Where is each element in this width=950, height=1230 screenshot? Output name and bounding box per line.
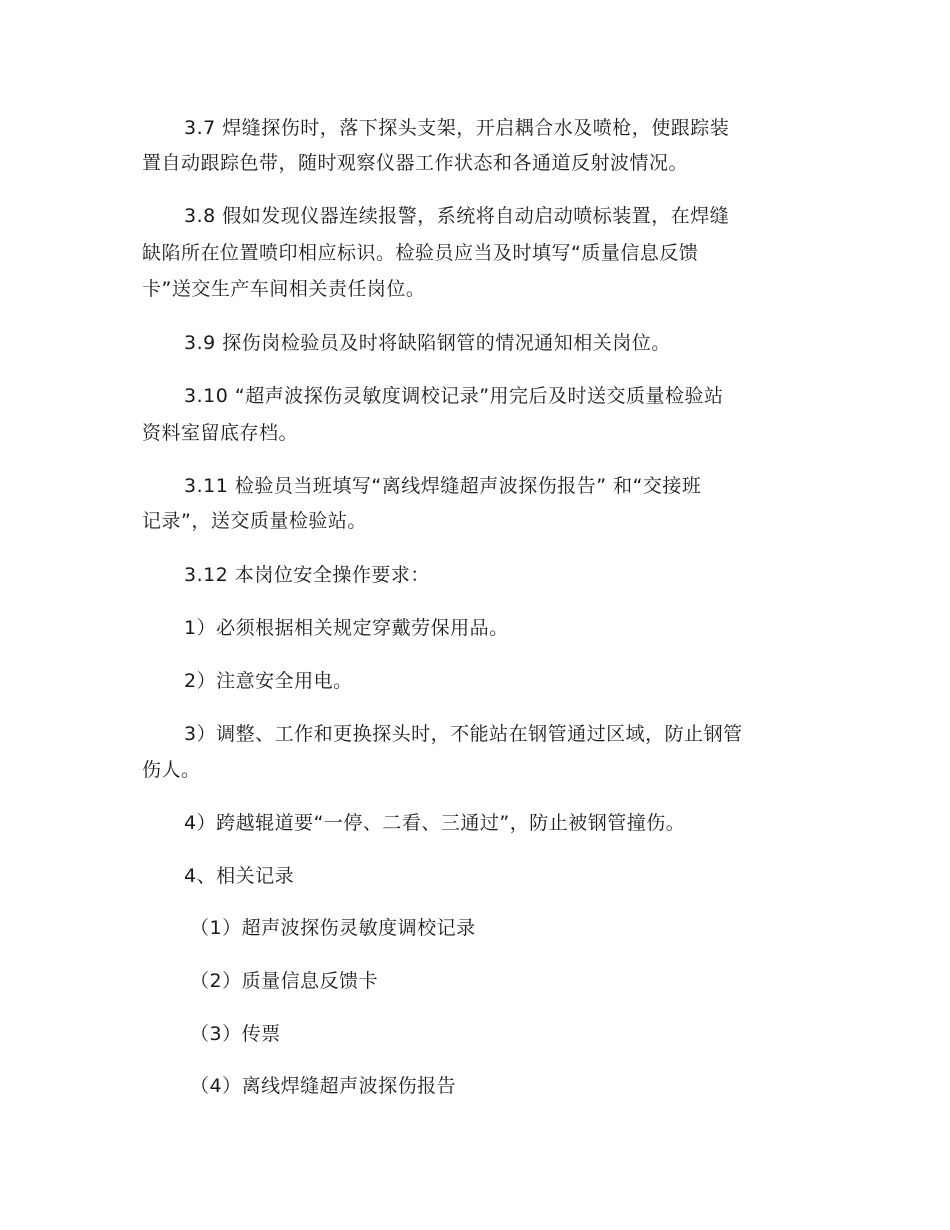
safety-item-3-line-2: 伤人。 [142,759,201,781]
record-item-1: （1）超声波探伤灵敏度调校记录 [190,917,476,939]
safety-item-4: 4）跨越辊道要“一停、二看、三通过”，防止被钢管撞伤。 [184,812,686,834]
paragraph-3-12: 3.12 本岗位安全操作要求： [184,564,430,586]
paragraph-3-11-line-2: 记录”，送交质量检验站。 [142,510,367,532]
paragraph-3-11-line-1: 3.11 检验员当班填写“离线焊缝超声波探伤报告” 和“交接班 [184,475,702,497]
paragraph-3-8-line-2: 缺陷所在位置喷印相应标识。检验员应当及时填写“质量信息反馈 [142,242,699,264]
record-item-4: （4）离线焊缝超声波探伤报告 [190,1075,457,1097]
paragraph-3-8-line-1: 3.8 假如发现仪器连续报警，系统将自动启动喷标装置，在焊缝 [184,205,730,227]
safety-item-3-line-1: 3）调整、工作和更换探头时，不能站在钢管通过区域，防止钢管 [184,723,743,745]
paragraph-3-10-line-1: 3.10 “超声波探伤灵敏度调校记录”用完后及时送交质量检验站 [184,385,724,407]
paragraph-3-7-line-1: 3.7 焊缝探伤时，落下探头支架，开启耦合水及喷枪，使跟踪装 [184,117,730,139]
paragraph-3-7-line-2: 置自动跟踪色带，随时观察仪器工作状态和各通道反射波情况。 [142,152,689,174]
record-item-2: （2）质量信息反馈卡 [190,970,379,992]
paragraph-3-9: 3.9 探伤岗检验员及时将缺陷钢管的情况通知相关岗位。 [184,332,671,354]
paragraph-3-10-line-2: 资料室留底存档。 [142,422,299,444]
safety-item-1: 1）必须根据相关规定穿戴劳保用品。 [184,617,509,639]
section-4-heading: 4、相关记录 [184,865,295,887]
paragraph-3-8-line-3: 卡”送交生产车间相关责任岗位。 [142,278,426,300]
record-item-3: （3）传票 [190,1023,281,1045]
safety-item-2: 2）注意安全用电。 [184,670,353,692]
